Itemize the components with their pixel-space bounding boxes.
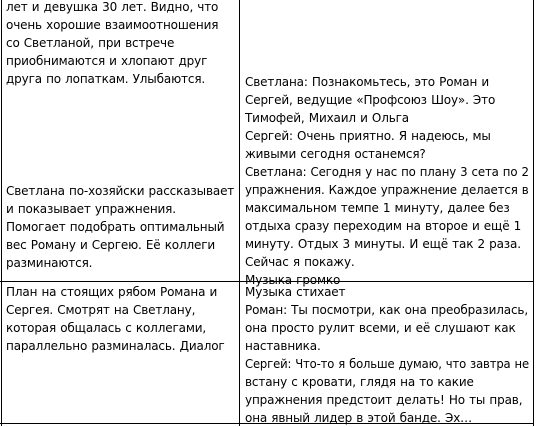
- dialogue-line: максимальном темпе 1 минуту, далее без: [245, 201, 510, 215]
- stage-directions-line: План на стоящих рябом Романа и: [6, 285, 218, 299]
- dialogue-line: Сергей: Очень приятно. Я надеюсь, мы: [245, 129, 491, 143]
- stage-directions-line: приобнимаются и хлопают друг: [6, 54, 208, 68]
- stage-directions-line: Светлана по-хозяйски рассказывает: [6, 184, 235, 198]
- dialogue-line: Сейчас я покажу.: [245, 255, 355, 269]
- table-border-left: [1, 0, 2, 426]
- dialogue-line: Сергей, ведущие «Профсоюз Шоу». Это: [245, 93, 496, 107]
- dialogue-line: упражнения. Каждое упражнение делается в: [245, 183, 529, 197]
- stage-directions-line: со Светланой, при встрече: [6, 36, 175, 50]
- dialogue-line: Музыка стихает: [245, 285, 346, 299]
- dialogue-line: Тимофей, Михаил и Ольга: [245, 111, 409, 125]
- dialogue-line: она явный лидер в этой банде. Эх…: [245, 411, 473, 425]
- dialogue-line: упражнения предстоит делать! Но ты прав,: [245, 393, 523, 407]
- stage-directions-line: и показывает упражнения.: [6, 202, 176, 216]
- stage-directions-line: лет и девушка 30 лет. Видно, что: [6, 0, 219, 14]
- dialogue-cell: [245, 283, 529, 427]
- stage-directions-line: разминаются.: [6, 256, 93, 270]
- stage-directions-cell: [6, 283, 234, 355]
- dialogue-line: Светлана: Сегодня у нас по плану 3 сета по 2: [245, 165, 529, 179]
- dialogue-line: наставника.: [245, 339, 321, 353]
- table-border-right: [533, 0, 534, 426]
- stage-directions-line: очень хорошие взаимоотношения: [6, 18, 219, 32]
- dialogue-line: живыми сегодня останемся?: [245, 147, 426, 161]
- stage-directions-line: Помогает подобрать оптимальный: [6, 220, 225, 234]
- dialogue-line: Музыка громко: [245, 273, 341, 287]
- dialogue-line: она просто рулит всеми, и её слушают как: [245, 321, 516, 335]
- dialogue-line: Светлана: Познакомьтесь, это Роман и: [245, 75, 490, 89]
- stage-directions-cell: [6, 0, 234, 88]
- stage-directions-line: Сергея. Смотрят на Светлану,: [6, 303, 196, 317]
- stage-directions-line: параллельно разминалась. Диалог: [6, 339, 225, 353]
- dialogue-line: отдыха сразу переходим на второе и ещё 1: [245, 219, 522, 233]
- dialogue-line: минуту. Отдых 3 минуты. И ещё так 2 раза.: [245, 237, 521, 251]
- stage-directions-line: вес Роману и Сергею. Её коллеги: [6, 238, 216, 252]
- dialogue-cell: [245, 73, 529, 289]
- dialogue-line: Сергей: Что-то я больше думаю, что завтра не: [245, 357, 529, 371]
- dialogue-line: встану с кровати, глядя на то какие: [245, 375, 474, 389]
- stage-directions-cell: [6, 182, 234, 272]
- stage-directions-line: которая общалась с коллегами,: [6, 321, 207, 335]
- stage-directions-line: друга по лопаткам. Улыбаются.: [6, 72, 206, 86]
- table-column-divider: [239, 0, 240, 426]
- dialogue-line: Роман: Ты посмотри, как она преобразилась,: [245, 303, 528, 317]
